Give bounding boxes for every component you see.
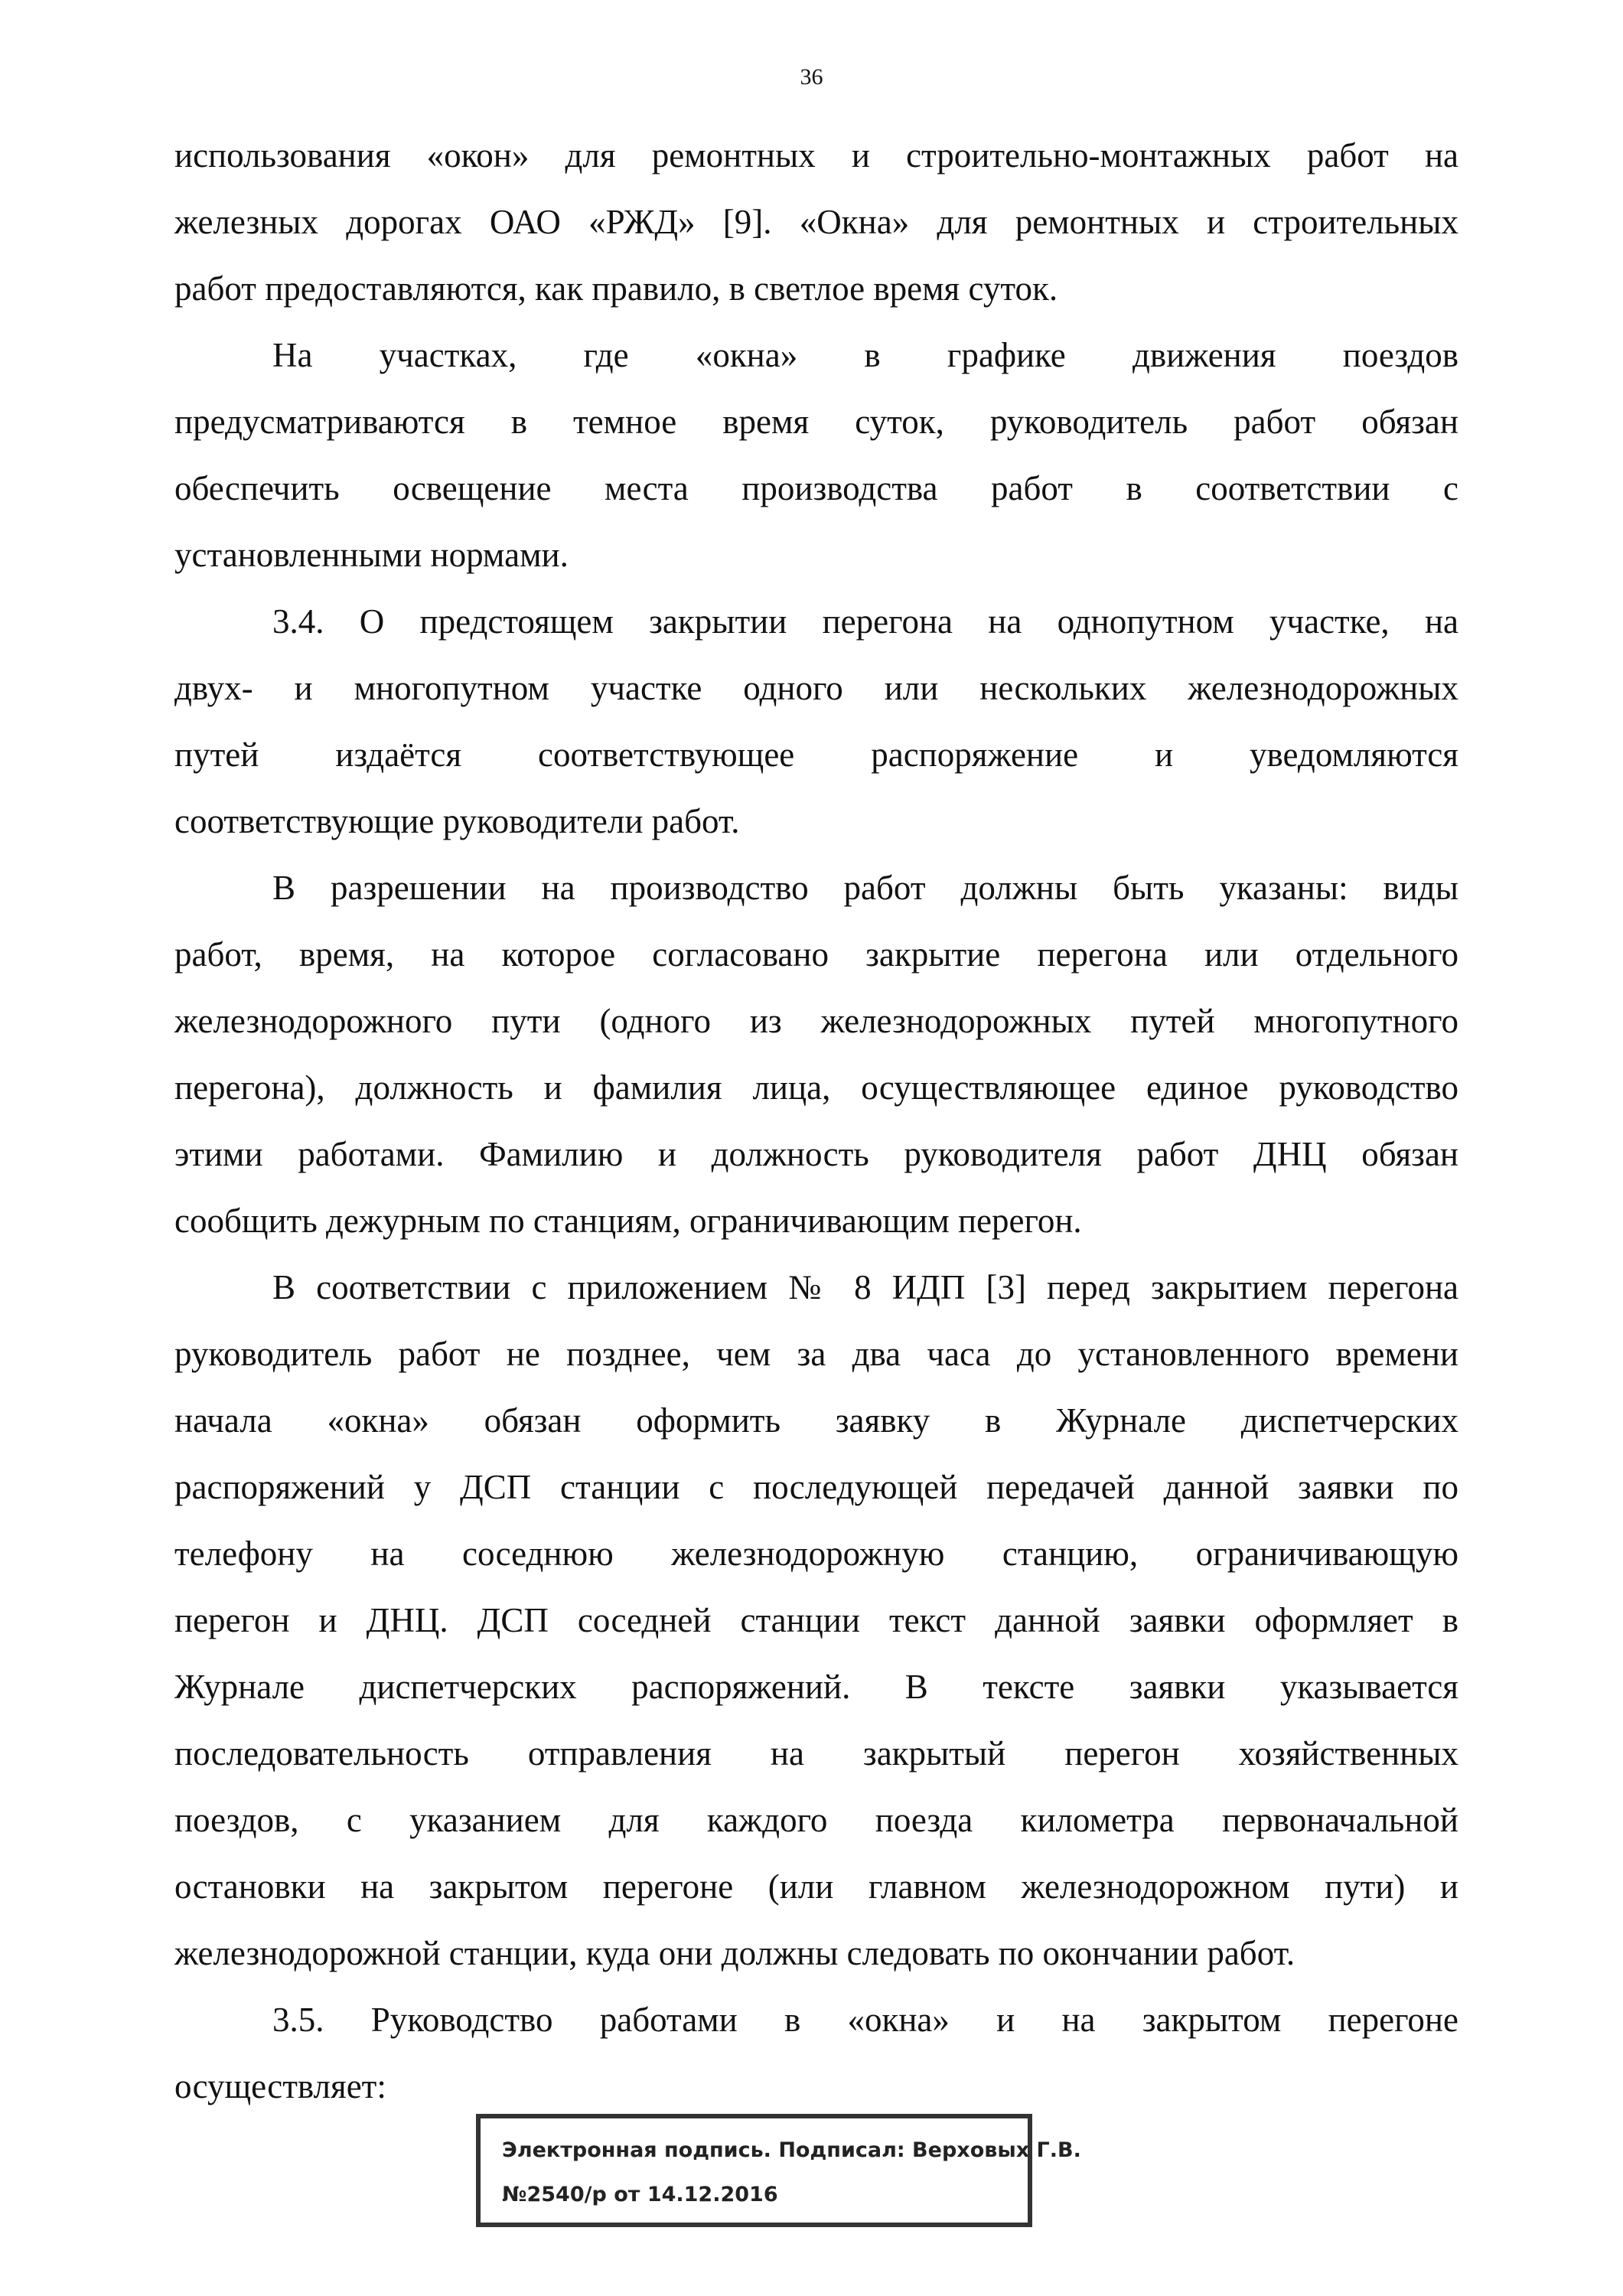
text-line: телефону на соседнюю железнодорожную станцию, ограничивающую: [174, 1534, 1458, 1573]
signature-document-number: №2540/р от 14.12.2016: [502, 2183, 778, 2206]
paragraph-section-3-4: [174, 589, 1458, 855]
text-line: перегон и ДНЦ. ДСП соседней станции текст данной заявки оформляет в: [174, 1601, 1458, 1639]
signature-signer: Электронная подпись. Подписал: Верховых Г.В.: [502, 2138, 1081, 2162]
text-line: В разрешении на производство работ должны быть указаны: виды: [272, 869, 1458, 907]
paragraph-permit: [174, 855, 1458, 1254]
text-line: предусматриваются в темное время суток, руководитель работ обязан: [174, 403, 1458, 441]
text-line: осуществляет:: [174, 2067, 386, 2105]
text-line: В соответствии с приложением № 8 ИДП [3] перед закрытием перегона: [272, 1268, 1458, 1306]
text-line: работ предоставляются, как правило, в светлое время суток.: [174, 269, 1058, 308]
electronic-signature-stamp: [476, 2114, 1081, 2227]
text-line: остановки на закрытом перегоне (или главном железнодорожном пути) и: [174, 1867, 1458, 1906]
text-line: руководитель работ не позднее, чем за два часа до установленного времени: [174, 1335, 1458, 1373]
text-line: установленными нормами.: [174, 536, 569, 574]
text-line: железнодорожного пути (одного из железнодорожных путей многопутного: [174, 1002, 1458, 1040]
text-line: этими работами. Фамилию и должность руководителя работ ДНЦ обязан: [174, 1135, 1458, 1173]
text-line: сообщить дежурным по станциям, ограничивающим перегон.: [174, 1202, 1082, 1240]
paragraph-continuation: [174, 122, 1458, 322]
text-line: начала «окна» обязан оформить заявку в Журнале диспетчерских: [174, 1401, 1458, 1440]
paragraph-night-work: [174, 322, 1458, 589]
text-line: железнодорожной станции, куда они должны следовать по окончании работ.: [174, 1934, 1295, 1972]
text-line: распоряжений у ДСП станции с последующей передачей данной заявки по: [174, 1468, 1458, 1506]
text-line: Журнале диспетчерских распоряжений. В тексте заявки указывается: [174, 1668, 1458, 1706]
text-line: использования «окон» для ремонтных и строительно-монтажных работ на: [174, 136, 1458, 174]
text-line: обеспечить освещение места производства работ в соответствии с: [174, 469, 1458, 507]
text-line: работ, время, на которое согласовано закрытие перегона или отдельного: [174, 935, 1458, 974]
text-line: 3.4. О предстоящем закрытии перегона на однопутном участке, на: [272, 602, 1458, 641]
page-number: 36: [800, 64, 823, 90]
text-line: железных дорогах ОАО «РЖД» [9]. «Окна» для ремонтных и строительных: [174, 203, 1458, 241]
paragraph-section-3-5: [174, 1987, 1458, 2120]
text-line: соответствующие руководители работ.: [174, 802, 740, 840]
paragraph-application: [174, 1254, 1458, 1987]
text-line: 3.5. Руководство работами в «окна» и на закрытом перегоне: [272, 2001, 1458, 2039]
text-line: путей издаётся соответствующее распоряжение и уведомляются: [174, 735, 1458, 774]
text-line: двух- и многопутном участке одного или нескольких железнодорожных: [174, 669, 1458, 707]
text-line: На участках, где «окна» в графике движения поездов: [272, 336, 1458, 374]
text-line: последовательность отправления на закрытый перегон хозяйственных: [174, 1734, 1458, 1773]
text-line: перегона), должность и фамилия лица, осуществляющее единое руководство: [174, 1068, 1458, 1107]
body-text: [174, 122, 1458, 2120]
text-line: поездов, с указанием для каждого поезда километра первоначальной: [174, 1801, 1458, 1839]
